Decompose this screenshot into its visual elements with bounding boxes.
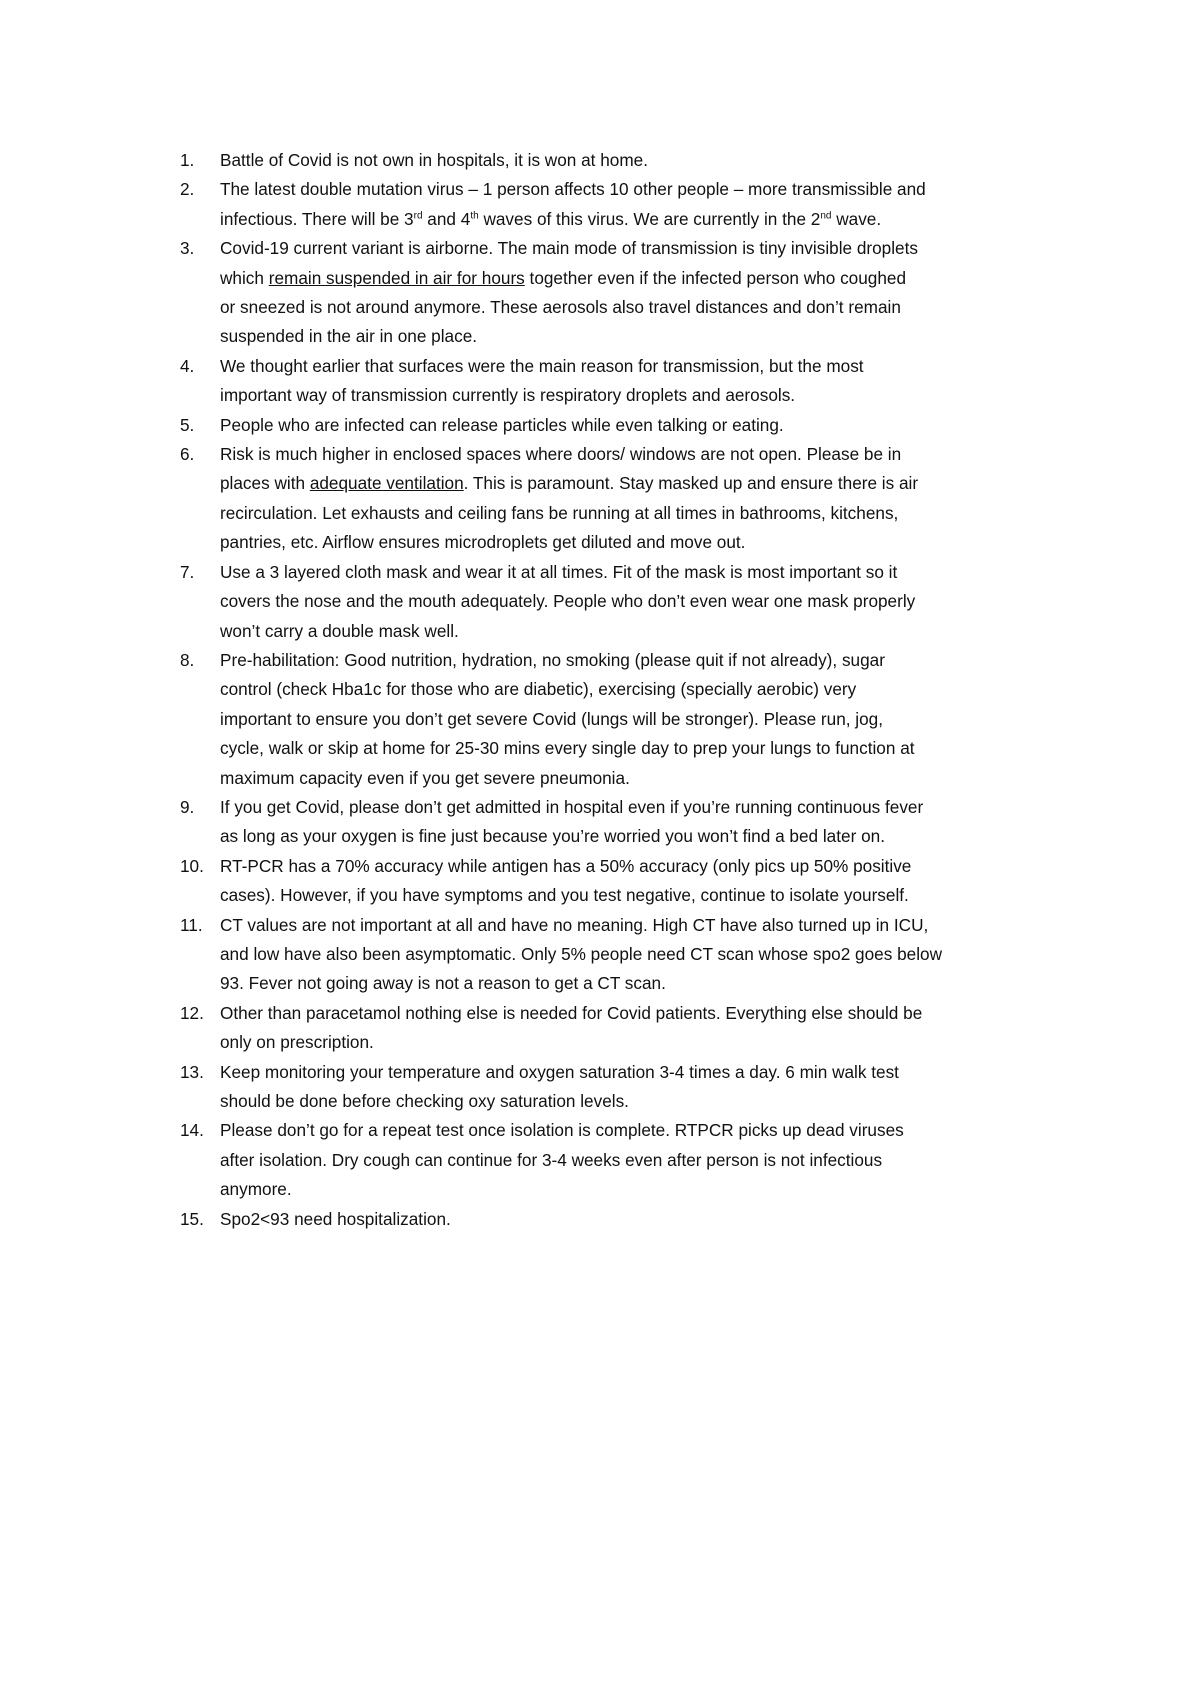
text-run: infectious. There will be 3 <box>220 208 414 229</box>
list-item-line <box>220 381 1060 410</box>
text-run: together even if the infected person who coughed <box>524 267 907 288</box>
text-run: wave. <box>831 208 882 229</box>
list-item <box>180 646 1060 793</box>
text-run: after isolation. Dry cough can continue for 3-4 weeks even after person is not infectious <box>220 1149 883 1170</box>
text-run: suspended in the air in one place. <box>220 326 478 347</box>
text-run: recirculation. Let exhausts and ceiling fans be running at all times in bathrooms, kitchens, <box>220 502 899 523</box>
list-item-number: 1. <box>180 150 195 170</box>
list-item-number: 12. <box>180 1002 204 1023</box>
list-item-line <box>220 587 1060 616</box>
list-item <box>180 1058 1060 1117</box>
text-run: cycle, walk or skip at home for 25-30 mins every single day to prep your lungs to function at <box>220 738 915 759</box>
text-run: cases). However, if you have symptoms and you test negative, continue to isolate yourself. <box>220 885 909 906</box>
text-run: Please don’t go for a repeat test once isolation is complete. RTPCR picks up dead viruses <box>220 1120 904 1141</box>
list-item-line <box>220 293 1060 322</box>
list-item-line <box>220 999 1060 1028</box>
text-run: or sneezed is not around anymore. These aerosols also travel distances and don’t remain <box>220 297 901 318</box>
numbered-list <box>180 146 1060 1234</box>
list-item <box>180 146 1060 175</box>
list-item-line <box>220 469 1060 498</box>
list-item <box>180 234 1060 352</box>
list-item-line <box>220 881 1060 910</box>
text-run: RT-PCR has a 70% accuracy while antigen has a 50% accuracy (only pics up 50% positive <box>220 855 912 876</box>
text-run: Other than paracetamol nothing else is needed for Covid patients. Everything else should be <box>220 1002 923 1023</box>
text-run: CT values are not important at all and have no meaning. High CT have also turned up in ICU, <box>220 914 929 935</box>
list-item-line <box>220 734 1060 763</box>
text-run: Risk is much higher in enclosed spaces where doors/ windows are not open. Please be in <box>220 444 902 465</box>
list-item-line <box>220 617 1060 646</box>
list-item-line <box>220 969 1060 998</box>
list-item <box>180 1116 1060 1204</box>
underlined-text: adequate ventilation <box>309 473 464 494</box>
list-item <box>180 1205 1060 1234</box>
list-item-line <box>220 911 1060 940</box>
list-item <box>180 852 1060 911</box>
underlined-text: remain suspended in air for hours <box>268 267 525 288</box>
text-run: The latest double mutation virus – 1 person affects 10 other people – more transmissible and <box>220 179 926 200</box>
list-item-line <box>220 1087 1060 1116</box>
text-run: . This is paramount. Stay masked up and ensure there is air <box>463 473 919 494</box>
list-item-line <box>220 440 1060 469</box>
list-item-number: 3. <box>180 238 195 259</box>
text-run: covers the nose and the mouth adequately. People who don’t even wear one mask properly <box>220 591 916 612</box>
list-item <box>180 793 1060 852</box>
text-run: Pre-habilitation: Good nutrition, hydration, no smoking (please quit if not already), sugar <box>220 649 885 670</box>
text-run: People who are infected can release particles while even talking or eating. <box>220 414 784 435</box>
list-item <box>180 440 1060 558</box>
list-item-number: 13. <box>180 1061 204 1082</box>
list-item-number: 6. <box>180 444 195 465</box>
list-item-line <box>220 940 1060 969</box>
list-item-line <box>220 1146 1060 1175</box>
list-item-line <box>220 146 1060 175</box>
list-item-number: 10. <box>180 855 204 876</box>
list-item-number: 9. <box>180 796 195 817</box>
list-item-line <box>220 646 1060 675</box>
list-item-line <box>220 322 1060 351</box>
text-run: won’t carry a double mask well. <box>220 620 459 641</box>
list-item <box>180 558 1060 646</box>
list-item-line <box>220 793 1060 822</box>
text-run: Spo2<93 need hospitalization. <box>220 1208 451 1229</box>
ordinal-superscript: th <box>470 210 479 222</box>
text-run: Use a 3 layered cloth mask and wear it at all times. Fit of the mask is most important so it <box>220 561 898 582</box>
text-run: places with <box>220 473 310 494</box>
text-run: pantries, etc. Airflow ensures microdroplets get diluted and move out. <box>220 532 746 553</box>
list-item-line <box>220 1175 1060 1204</box>
text-run: should be done before checking oxy saturation levels. <box>220 1091 629 1111</box>
list-item-line <box>220 528 1060 557</box>
text-run: anymore. <box>220 1179 292 1200</box>
list-item <box>180 175 1060 234</box>
text-run: maximum capacity even if you get severe pneumonia. <box>220 767 630 788</box>
list-item-number: 7. <box>180 561 195 582</box>
list-item <box>180 911 1060 999</box>
text-run: important to ensure you don’t get severe Covid (lungs will be stronger). Please run, jog, <box>220 708 884 729</box>
list-item-line <box>220 1028 1060 1057</box>
text-run: Battle of Covid is not own in hospitals, it is won at home. <box>220 150 648 170</box>
list-item-line <box>220 175 1060 204</box>
text-run: 93. Fever not going away is not a reason to get a CT scan. <box>220 973 666 994</box>
list-item-line <box>220 675 1060 704</box>
text-run: If you get Covid, please don’t get admitted in hospital even if you’re running continuous fever <box>220 796 924 817</box>
list-item-number: 4. <box>180 355 195 376</box>
list-item-line <box>220 1205 1060 1234</box>
text-run: Covid-19 current variant is airborne. The main mode of transmission is tiny invisible droplets <box>220 238 918 259</box>
list-item <box>180 999 1060 1058</box>
list-item-number: 8. <box>180 649 195 670</box>
list-item-line <box>220 764 1060 793</box>
text-run: and 4 <box>422 208 471 229</box>
list-item-line <box>220 499 1060 528</box>
ordinal-superscript: rd <box>413 210 423 222</box>
list-item-number: 15. <box>180 1208 204 1229</box>
list-item-number: 11. <box>180 914 203 935</box>
list-item <box>180 352 1060 411</box>
list-item-line <box>220 822 1060 851</box>
list-item-number: 2. <box>180 179 195 200</box>
list-item-line <box>220 1058 1060 1087</box>
text-run: as long as your oxygen is fine just because you’re worried you won’t find a bed later on. <box>220 826 885 847</box>
list-item-number: 5. <box>180 414 195 435</box>
text-run: We thought earlier that surfaces were the main reason for transmission, but the most <box>220 355 864 376</box>
text-run: waves of this virus. We are currently in the 2 <box>478 208 821 229</box>
list-item-number: 14. <box>180 1120 204 1141</box>
list-item-line <box>220 705 1060 734</box>
text-run: and low have also been asymptomatic. Only 5% people need CT scan whose spo2 goes below <box>220 943 942 964</box>
list-item-line <box>220 558 1060 587</box>
text-run: important way of transmission currently is respiratory droplets and aerosols. <box>220 385 796 406</box>
text-run: Keep monitoring your temperature and oxygen saturation 3-4 times a day. 6 min walk test <box>220 1061 899 1082</box>
list-item-line <box>220 411 1060 440</box>
list-item-line <box>220 352 1060 381</box>
list-item-line <box>220 234 1060 263</box>
text-run: only on prescription. <box>220 1032 374 1053</box>
text-run: control (check Hba1c for those who are diabetic), exercising (specially aerobic) very <box>220 679 857 700</box>
list-item-line <box>220 852 1060 881</box>
list-item-line <box>220 264 1060 293</box>
text-run: which <box>220 267 269 288</box>
list-item-line <box>220 1116 1060 1145</box>
list-item <box>180 411 1060 440</box>
list-item-line <box>220 205 1060 234</box>
ordinal-superscript: nd <box>820 210 832 222</box>
